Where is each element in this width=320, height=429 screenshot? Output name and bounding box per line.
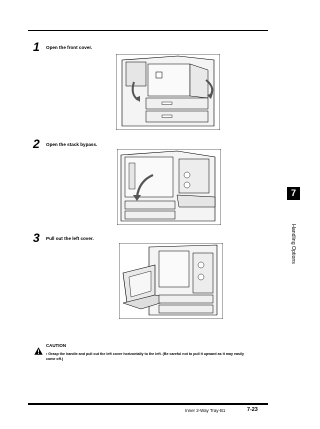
bottom-rule — [28, 403, 268, 405]
top-rule — [28, 30, 268, 31]
page-number: 7-23 — [247, 407, 258, 413]
chapter-tab: 7 — [287, 187, 300, 200]
caution-body: Grasp the handle and pull out the left cover horizontally to the left. (Be careful not to pull it upward as it may easily come off.) — [46, 352, 244, 361]
chapter-section-label-text: Handling Options — [290, 224, 296, 264]
step-1-number: 1 — [33, 40, 40, 54]
chapter-section-label — [286, 204, 300, 284]
caution-title: CAUTION — [46, 343, 67, 348]
step-1-text: Open the front cover. — [46, 45, 93, 50]
step-2-number: 2 — [33, 137, 40, 151]
figure-open-stack-bypass — [117, 149, 221, 225]
figure-open-front-cover — [116, 54, 220, 130]
step-2-text: Open the stack bypass. — [46, 142, 98, 147]
caution-text — [46, 352, 246, 362]
caution-bullet: • — [46, 352, 48, 356]
step-3-number: 3 — [33, 231, 40, 245]
footer-section-title: Inner 2-Way Tray-B1 — [185, 408, 226, 413]
warning-triangle-icon — [34, 342, 43, 360]
step-3-text: Pull out the left cover. — [46, 236, 94, 241]
figure-pull-out-left-cover — [119, 243, 223, 319]
